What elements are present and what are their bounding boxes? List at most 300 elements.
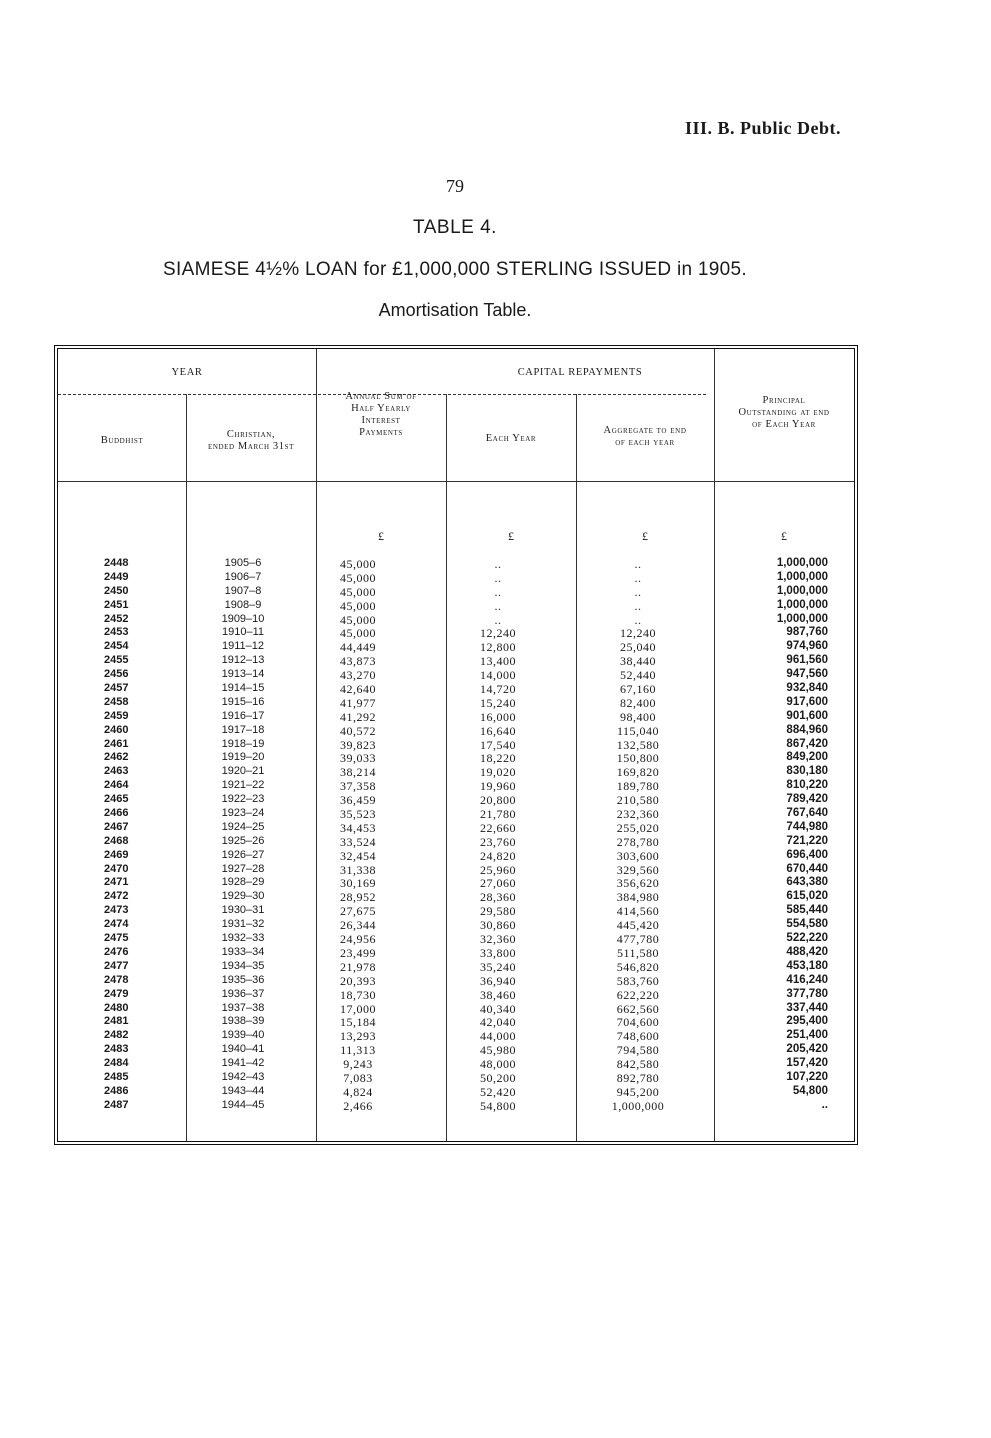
table-row bbox=[58, 1057, 854, 1071]
cell-principal: 810,220 bbox=[786, 779, 828, 792]
table-row bbox=[58, 876, 854, 890]
cell-aggregate: 303,600 bbox=[616, 848, 660, 863]
cell-each: 25,960 bbox=[480, 862, 516, 877]
cell-each: 27,060 bbox=[480, 876, 516, 891]
cell-each: .. bbox=[494, 612, 502, 627]
cell-buddhist: 2486 bbox=[104, 1084, 129, 1097]
cell-aggregate: .. bbox=[634, 598, 642, 613]
cell-each: 42,040 bbox=[480, 1015, 516, 1030]
cell-principal: 696,400 bbox=[786, 848, 828, 861]
table-row bbox=[58, 1043, 854, 1057]
cell-aggregate: 82,400 bbox=[620, 695, 656, 710]
cell-christian: 1929–30 bbox=[221, 890, 265, 903]
cell-christian: 1932–33 bbox=[221, 932, 265, 945]
table-row bbox=[58, 849, 854, 863]
cell-aggregate: 278,780 bbox=[616, 834, 660, 849]
cell-aggregate: 384,980 bbox=[616, 890, 660, 905]
cell-principal: 830,180 bbox=[786, 765, 828, 778]
header-each-year: Each Year bbox=[485, 433, 537, 444]
cell-christian: 1910–11 bbox=[221, 626, 264, 639]
table-row bbox=[58, 738, 854, 752]
cell-aggregate: 583,760 bbox=[616, 973, 660, 988]
cell-principal: 901,600 bbox=[786, 709, 828, 722]
table-row bbox=[58, 668, 854, 682]
cell-christian: 1943–44 bbox=[221, 1084, 265, 1097]
cell-each: 12,800 bbox=[480, 640, 516, 655]
cell-christian: 1930–31 bbox=[221, 904, 265, 917]
cell-principal: 974,960 bbox=[786, 640, 828, 653]
cell-aggregate: 329,560 bbox=[616, 862, 660, 877]
cell-principal: 884,960 bbox=[786, 723, 828, 736]
cell-interest: 34,453 bbox=[340, 820, 376, 835]
cell-principal: 1,000,000 bbox=[776, 570, 828, 583]
cell-aggregate: 232,360 bbox=[616, 807, 660, 822]
cell-each: 16,640 bbox=[480, 723, 516, 738]
cell-buddhist: 2467 bbox=[104, 820, 129, 833]
cell-buddhist: 2456 bbox=[104, 668, 129, 681]
cell-each: 45,980 bbox=[480, 1043, 516, 1058]
cell-christian: 1937–38 bbox=[221, 1001, 265, 1014]
cell-principal: 295,400 bbox=[786, 1015, 828, 1028]
cell-christian: 1920–21 bbox=[221, 765, 265, 778]
cell-christian: 1925–26 bbox=[221, 834, 265, 847]
cell-interest: 28,952 bbox=[340, 890, 376, 905]
cell-principal: 453,180 bbox=[786, 959, 828, 972]
cell-aggregate: 132,580 bbox=[616, 737, 660, 752]
cell-aggregate: 794,580 bbox=[616, 1043, 660, 1058]
table-row bbox=[58, 613, 854, 627]
header-principal-line2: Outstanding at end bbox=[738, 407, 830, 418]
cell-buddhist: 2448 bbox=[104, 557, 129, 569]
table-row bbox=[58, 988, 854, 1002]
cell-buddhist: 2469 bbox=[104, 848, 129, 861]
cell-each: 29,580 bbox=[480, 904, 516, 919]
cell-each: 19,960 bbox=[480, 779, 516, 794]
cell-christian: 1935–36 bbox=[221, 973, 265, 986]
cell-christian: 1936–37 bbox=[221, 987, 265, 1000]
header-christian-line1: Christian, bbox=[226, 429, 276, 440]
cell-each: 30,860 bbox=[480, 918, 516, 933]
table-row bbox=[58, 751, 854, 765]
cell-aggregate: 414,560 bbox=[616, 904, 660, 919]
cell-buddhist: 2452 bbox=[104, 612, 129, 625]
cell-each: .. bbox=[494, 598, 502, 613]
cell-christian: 1915–16 bbox=[221, 695, 265, 708]
cell-christian: 1911–12 bbox=[221, 640, 264, 653]
cell-aggregate: 25,040 bbox=[620, 640, 656, 655]
unit-principal: £ bbox=[781, 529, 787, 543]
cell-christian: 1909–10 bbox=[221, 612, 265, 625]
cell-buddhist: 2483 bbox=[104, 1043, 129, 1056]
header-interest-line2: Half Yearly bbox=[351, 403, 411, 414]
cell-buddhist: 2462 bbox=[104, 751, 129, 764]
cell-each: 36,940 bbox=[480, 973, 516, 988]
cell-christian: 1934–35 bbox=[221, 959, 265, 972]
cell-buddhist: 2457 bbox=[104, 682, 129, 695]
table-row bbox=[58, 1002, 854, 1016]
cell-aggregate: 12,240 bbox=[620, 626, 656, 641]
cell-christian: 1923–24 bbox=[221, 807, 265, 820]
cell-each: 54,800 bbox=[480, 1098, 516, 1113]
cell-interest: 36,459 bbox=[340, 793, 376, 808]
cell-buddhist: 2470 bbox=[104, 862, 129, 875]
table-body bbox=[58, 557, 854, 1113]
header-buddhist: Buddhist bbox=[100, 435, 144, 446]
cell-principal: 1,000,000 bbox=[776, 557, 828, 569]
table-row bbox=[58, 1071, 854, 1085]
cell-principal: 849,200 bbox=[786, 751, 828, 764]
table-row bbox=[58, 1015, 854, 1029]
cell-principal: 107,220 bbox=[786, 1070, 828, 1083]
cell-interest: 13,293 bbox=[340, 1029, 376, 1044]
table-row bbox=[58, 946, 854, 960]
table-row bbox=[58, 835, 854, 849]
table-row bbox=[58, 1099, 854, 1113]
cell-each: 15,240 bbox=[480, 695, 516, 710]
cell-buddhist: 2450 bbox=[104, 584, 129, 597]
cell-christian: 1914–15 bbox=[221, 682, 265, 695]
cell-principal: 987,760 bbox=[786, 626, 828, 639]
cell-christian: 1942–43 bbox=[221, 1070, 265, 1083]
cell-interest: 42,640 bbox=[340, 682, 376, 697]
cell-interest: 45,000 bbox=[340, 598, 376, 613]
cell-buddhist: 2468 bbox=[104, 834, 129, 847]
cell-christian: 1917–18 bbox=[221, 723, 265, 736]
cell-each: 40,340 bbox=[480, 1001, 516, 1016]
cell-buddhist: 2466 bbox=[104, 807, 129, 820]
cell-buddhist: 2479 bbox=[104, 987, 129, 1000]
cell-principal: 932,840 bbox=[786, 682, 828, 695]
unit-interest: £ bbox=[378, 529, 384, 543]
cell-interest: 23,499 bbox=[340, 945, 376, 960]
cell-buddhist: 2463 bbox=[104, 765, 129, 778]
cell-buddhist: 2473 bbox=[104, 904, 129, 917]
cell-aggregate: .. bbox=[634, 570, 642, 585]
cell-buddhist: 2480 bbox=[104, 1001, 129, 1014]
cell-christian: 1927–28 bbox=[221, 862, 265, 875]
cell-aggregate: 445,420 bbox=[616, 918, 660, 933]
cell-aggregate: 945,200 bbox=[616, 1084, 660, 1099]
table-row bbox=[58, 710, 854, 724]
table-row bbox=[58, 807, 854, 821]
cell-each: 24,820 bbox=[480, 848, 516, 863]
cell-interest: 35,523 bbox=[340, 807, 376, 822]
table-row bbox=[58, 932, 854, 946]
cell-each: .. bbox=[494, 584, 502, 599]
cell-interest: 15,184 bbox=[340, 1015, 376, 1030]
cell-interest: 39,823 bbox=[340, 737, 376, 752]
cell-interest: 37,358 bbox=[340, 779, 376, 794]
cell-each: 33,800 bbox=[480, 945, 516, 960]
cell-interest: 21,978 bbox=[340, 959, 376, 974]
cell-aggregate: 892,780 bbox=[616, 1070, 660, 1085]
cell-aggregate: 150,800 bbox=[616, 751, 660, 766]
cell-each: 13,400 bbox=[480, 654, 516, 669]
table-row bbox=[58, 626, 854, 640]
cell-principal: 961,560 bbox=[786, 654, 828, 667]
header-christian bbox=[186, 429, 316, 453]
cell-christian: 1933–34 bbox=[221, 945, 265, 958]
cell-each: 19,020 bbox=[480, 765, 516, 780]
cell-each: 48,000 bbox=[480, 1057, 516, 1072]
table-row bbox=[58, 974, 854, 988]
cell-principal: 488,420 bbox=[786, 945, 828, 958]
cell-interest: 45,000 bbox=[340, 584, 376, 599]
cell-interest: 26,344 bbox=[340, 918, 376, 933]
header-christian-line2: ended March 31st bbox=[207, 441, 295, 452]
cell-christian: 1922–23 bbox=[221, 793, 265, 806]
amortisation-table bbox=[54, 345, 858, 1145]
cell-buddhist: 2478 bbox=[104, 973, 129, 986]
cell-interest: 32,454 bbox=[340, 848, 376, 863]
cell-buddhist: 2484 bbox=[104, 1057, 129, 1070]
cell-principal: .. bbox=[821, 1098, 828, 1111]
cell-buddhist: 2454 bbox=[104, 640, 129, 653]
cell-aggregate: 52,440 bbox=[620, 668, 656, 683]
cell-each: 32,360 bbox=[480, 932, 516, 947]
cell-aggregate: 546,820 bbox=[616, 959, 660, 974]
cell-interest: 11,313 bbox=[340, 1043, 376, 1058]
cell-aggregate: 622,220 bbox=[616, 987, 660, 1002]
header-interest-line4: Payments bbox=[359, 427, 403, 438]
cell-christian: 1928–29 bbox=[221, 876, 265, 889]
header-interest-line3: Interest bbox=[361, 415, 401, 426]
header-principal-line1: Principal bbox=[762, 395, 806, 406]
cell-christian: 1924–25 bbox=[221, 820, 265, 833]
header-aggregate-line2: of each year bbox=[615, 437, 675, 448]
cell-principal: 867,420 bbox=[786, 737, 828, 750]
header-capital-repayments: CAPITAL REPAYMENTS bbox=[517, 367, 643, 378]
cell-aggregate: 255,020 bbox=[616, 820, 660, 835]
cell-buddhist: 2485 bbox=[104, 1070, 129, 1083]
cell-aggregate: 842,580 bbox=[616, 1057, 660, 1072]
cell-principal: 205,420 bbox=[786, 1043, 828, 1056]
cell-principal: 337,440 bbox=[786, 1001, 828, 1014]
cell-christian: 1908–9 bbox=[224, 598, 262, 611]
page-title: SIAMESE 4½% LOAN for £1,000,000 STERLING ISSUED in 1905. bbox=[163, 259, 747, 280]
table-row bbox=[58, 696, 854, 710]
cell-each: 16,000 bbox=[480, 709, 516, 724]
table-row bbox=[58, 960, 854, 974]
cell-buddhist: 2460 bbox=[104, 723, 129, 736]
table-row bbox=[58, 918, 854, 932]
table-row bbox=[58, 599, 854, 613]
cell-aggregate: .. bbox=[634, 612, 642, 627]
cell-interest: 38,214 bbox=[340, 765, 376, 780]
table-row bbox=[58, 863, 854, 877]
cell-each: 52,420 bbox=[480, 1084, 516, 1099]
table-row bbox=[58, 821, 854, 835]
cell-interest: 30,169 bbox=[340, 876, 376, 891]
page-subtitle: Amortisation Table. bbox=[378, 300, 532, 320]
table-row bbox=[58, 1029, 854, 1043]
table-row bbox=[58, 682, 854, 696]
cell-principal: 670,440 bbox=[786, 862, 828, 875]
cell-buddhist: 2474 bbox=[104, 918, 129, 931]
cell-christian: 1912–13 bbox=[221, 654, 265, 667]
cell-aggregate: 169,820 bbox=[616, 765, 660, 780]
cell-interest: 41,977 bbox=[340, 695, 376, 710]
cell-each: 14,000 bbox=[480, 668, 516, 683]
cell-christian: 1905–6 bbox=[224, 557, 262, 569]
cell-buddhist: 2476 bbox=[104, 945, 129, 958]
cell-christian: 1919–20 bbox=[221, 751, 265, 764]
cell-christian: 1918–19 bbox=[221, 737, 265, 750]
cell-buddhist: 2458 bbox=[104, 695, 129, 708]
cell-principal: 643,380 bbox=[786, 876, 828, 889]
cell-christian: 1938–39 bbox=[221, 1015, 265, 1028]
cell-interest: 40,572 bbox=[340, 723, 376, 738]
cell-interest: 31,338 bbox=[340, 862, 376, 877]
cell-interest: 17,000 bbox=[340, 1001, 376, 1016]
cell-buddhist: 2461 bbox=[104, 737, 129, 750]
cell-interest: 43,270 bbox=[340, 668, 376, 683]
cell-buddhist: 2471 bbox=[104, 876, 129, 889]
cell-buddhist: 2487 bbox=[104, 1098, 129, 1111]
table-row bbox=[58, 640, 854, 654]
cell-each: .. bbox=[494, 557, 502, 571]
cell-interest: 33,524 bbox=[340, 834, 376, 849]
cell-interest: 2,466 bbox=[343, 1098, 373, 1113]
cell-christian: 1907–8 bbox=[224, 584, 262, 597]
unit-each-year: £ bbox=[508, 529, 514, 543]
cell-each: 20,800 bbox=[480, 793, 516, 808]
table-row bbox=[58, 557, 854, 571]
cell-interest: 27,675 bbox=[340, 904, 376, 919]
cell-buddhist: 2482 bbox=[104, 1029, 129, 1042]
cell-aggregate: 210,580 bbox=[616, 793, 660, 808]
cell-interest: 45,000 bbox=[340, 626, 376, 641]
header-interest-line1: Annual Sum of bbox=[345, 391, 417, 402]
cell-buddhist: 2464 bbox=[104, 779, 129, 792]
cell-principal: 767,640 bbox=[786, 807, 828, 820]
table-row bbox=[58, 585, 854, 599]
cell-buddhist: 2465 bbox=[104, 793, 129, 806]
cell-interest: 7,083 bbox=[343, 1070, 373, 1085]
cell-interest: 41,292 bbox=[340, 709, 376, 724]
cell-christian: 1921–22 bbox=[221, 779, 265, 792]
cell-buddhist: 2472 bbox=[104, 890, 129, 903]
cell-principal: 721,220 bbox=[786, 834, 828, 847]
cell-aggregate: 38,440 bbox=[620, 654, 656, 669]
cell-buddhist: 2449 bbox=[104, 570, 129, 583]
cell-principal: 251,400 bbox=[786, 1029, 828, 1042]
cell-aggregate: 704,600 bbox=[616, 1015, 660, 1030]
cell-christian: 1906–7 bbox=[224, 570, 262, 583]
cell-aggregate: .. bbox=[634, 557, 642, 571]
cell-interest: 9,243 bbox=[343, 1057, 373, 1072]
table-row bbox=[58, 1085, 854, 1099]
unit-aggregate: £ bbox=[642, 529, 648, 543]
cell-aggregate: 98,400 bbox=[620, 709, 656, 724]
cell-each: 12,240 bbox=[480, 626, 516, 641]
cell-each: 23,760 bbox=[480, 834, 516, 849]
cell-each: 44,000 bbox=[480, 1029, 516, 1044]
cell-buddhist: 2453 bbox=[104, 626, 129, 639]
cell-christian: 1913–14 bbox=[221, 668, 265, 681]
table-row bbox=[58, 904, 854, 918]
cell-buddhist: 2451 bbox=[104, 598, 129, 611]
cell-aggregate: 189,780 bbox=[616, 779, 660, 794]
cell-principal: 1,000,000 bbox=[776, 584, 828, 597]
cell-christian: 1940–41 bbox=[221, 1043, 265, 1056]
cell-principal: 1,000,000 bbox=[776, 598, 828, 611]
table-row bbox=[58, 779, 854, 793]
cell-each: 28,360 bbox=[480, 890, 516, 905]
cell-each: 18,220 bbox=[480, 751, 516, 766]
cell-principal: 54,800 bbox=[792, 1084, 828, 1097]
cell-aggregate: 67,160 bbox=[620, 682, 656, 697]
cell-principal: 615,020 bbox=[786, 890, 828, 903]
cell-each: 50,200 bbox=[480, 1070, 516, 1085]
cell-interest: 45,000 bbox=[340, 557, 376, 571]
cell-buddhist: 2459 bbox=[104, 709, 129, 722]
cell-interest: 45,000 bbox=[340, 612, 376, 627]
cell-principal: 789,420 bbox=[786, 793, 828, 806]
header-aggregate bbox=[576, 425, 714, 449]
cell-principal: 554,580 bbox=[786, 918, 828, 931]
header-aggregate-line1: Aggregate to end bbox=[603, 425, 687, 436]
header-principal bbox=[714, 395, 854, 431]
cell-interest: 45,000 bbox=[340, 570, 376, 585]
cell-aggregate: 748,600 bbox=[616, 1029, 660, 1044]
cell-christian: 1944–45 bbox=[221, 1098, 265, 1111]
cell-buddhist: 2475 bbox=[104, 932, 129, 945]
cell-buddhist: 2477 bbox=[104, 959, 129, 972]
table-row bbox=[58, 793, 854, 807]
table-row bbox=[58, 571, 854, 585]
cell-interest: 20,393 bbox=[340, 973, 376, 988]
header-principal-line3: of Each Year bbox=[752, 419, 816, 430]
cell-aggregate: 662,560 bbox=[616, 1001, 660, 1016]
header-interest bbox=[316, 391, 446, 439]
cell-each: 38,460 bbox=[480, 987, 516, 1002]
cell-aggregate: 1,000,000 bbox=[611, 1098, 665, 1113]
cell-christian: 1939–40 bbox=[221, 1029, 265, 1042]
header-year: YEAR bbox=[171, 367, 203, 378]
table-row bbox=[58, 654, 854, 668]
cell-each: 22,660 bbox=[480, 820, 516, 835]
cell-aggregate: 511,580 bbox=[616, 945, 660, 960]
header-divider bbox=[58, 481, 854, 482]
cell-principal: 157,420 bbox=[786, 1057, 828, 1070]
cell-christian: 1931–32 bbox=[221, 918, 265, 931]
cell-interest: 18,730 bbox=[340, 987, 376, 1002]
cell-each: 14,720 bbox=[480, 682, 516, 697]
cell-aggregate: 477,780 bbox=[616, 932, 660, 947]
cell-aggregate: .. bbox=[634, 584, 642, 599]
cell-principal: 1,000,000 bbox=[776, 612, 828, 625]
cell-each: 21,780 bbox=[480, 807, 516, 822]
table-row bbox=[58, 765, 854, 779]
cell-aggregate: 115,040 bbox=[616, 723, 660, 738]
cell-interest: 43,873 bbox=[340, 654, 376, 669]
table-row bbox=[58, 724, 854, 738]
cell-principal: 917,600 bbox=[786, 695, 828, 708]
table-number: TABLE 4. bbox=[413, 217, 497, 238]
cell-principal: 522,220 bbox=[786, 932, 828, 945]
cell-interest: 39,033 bbox=[340, 751, 376, 766]
cell-christian: 1941–42 bbox=[221, 1057, 265, 1070]
cell-principal: 744,980 bbox=[786, 820, 828, 833]
cell-principal: 377,780 bbox=[786, 987, 828, 1000]
cell-christian: 1926–27 bbox=[221, 848, 265, 861]
cell-interest: 24,956 bbox=[340, 932, 376, 947]
cell-each: .. bbox=[494, 570, 502, 585]
cell-interest: 4,824 bbox=[343, 1084, 373, 1099]
cell-principal: 947,560 bbox=[786, 668, 828, 681]
cell-principal: 585,440 bbox=[786, 904, 828, 917]
